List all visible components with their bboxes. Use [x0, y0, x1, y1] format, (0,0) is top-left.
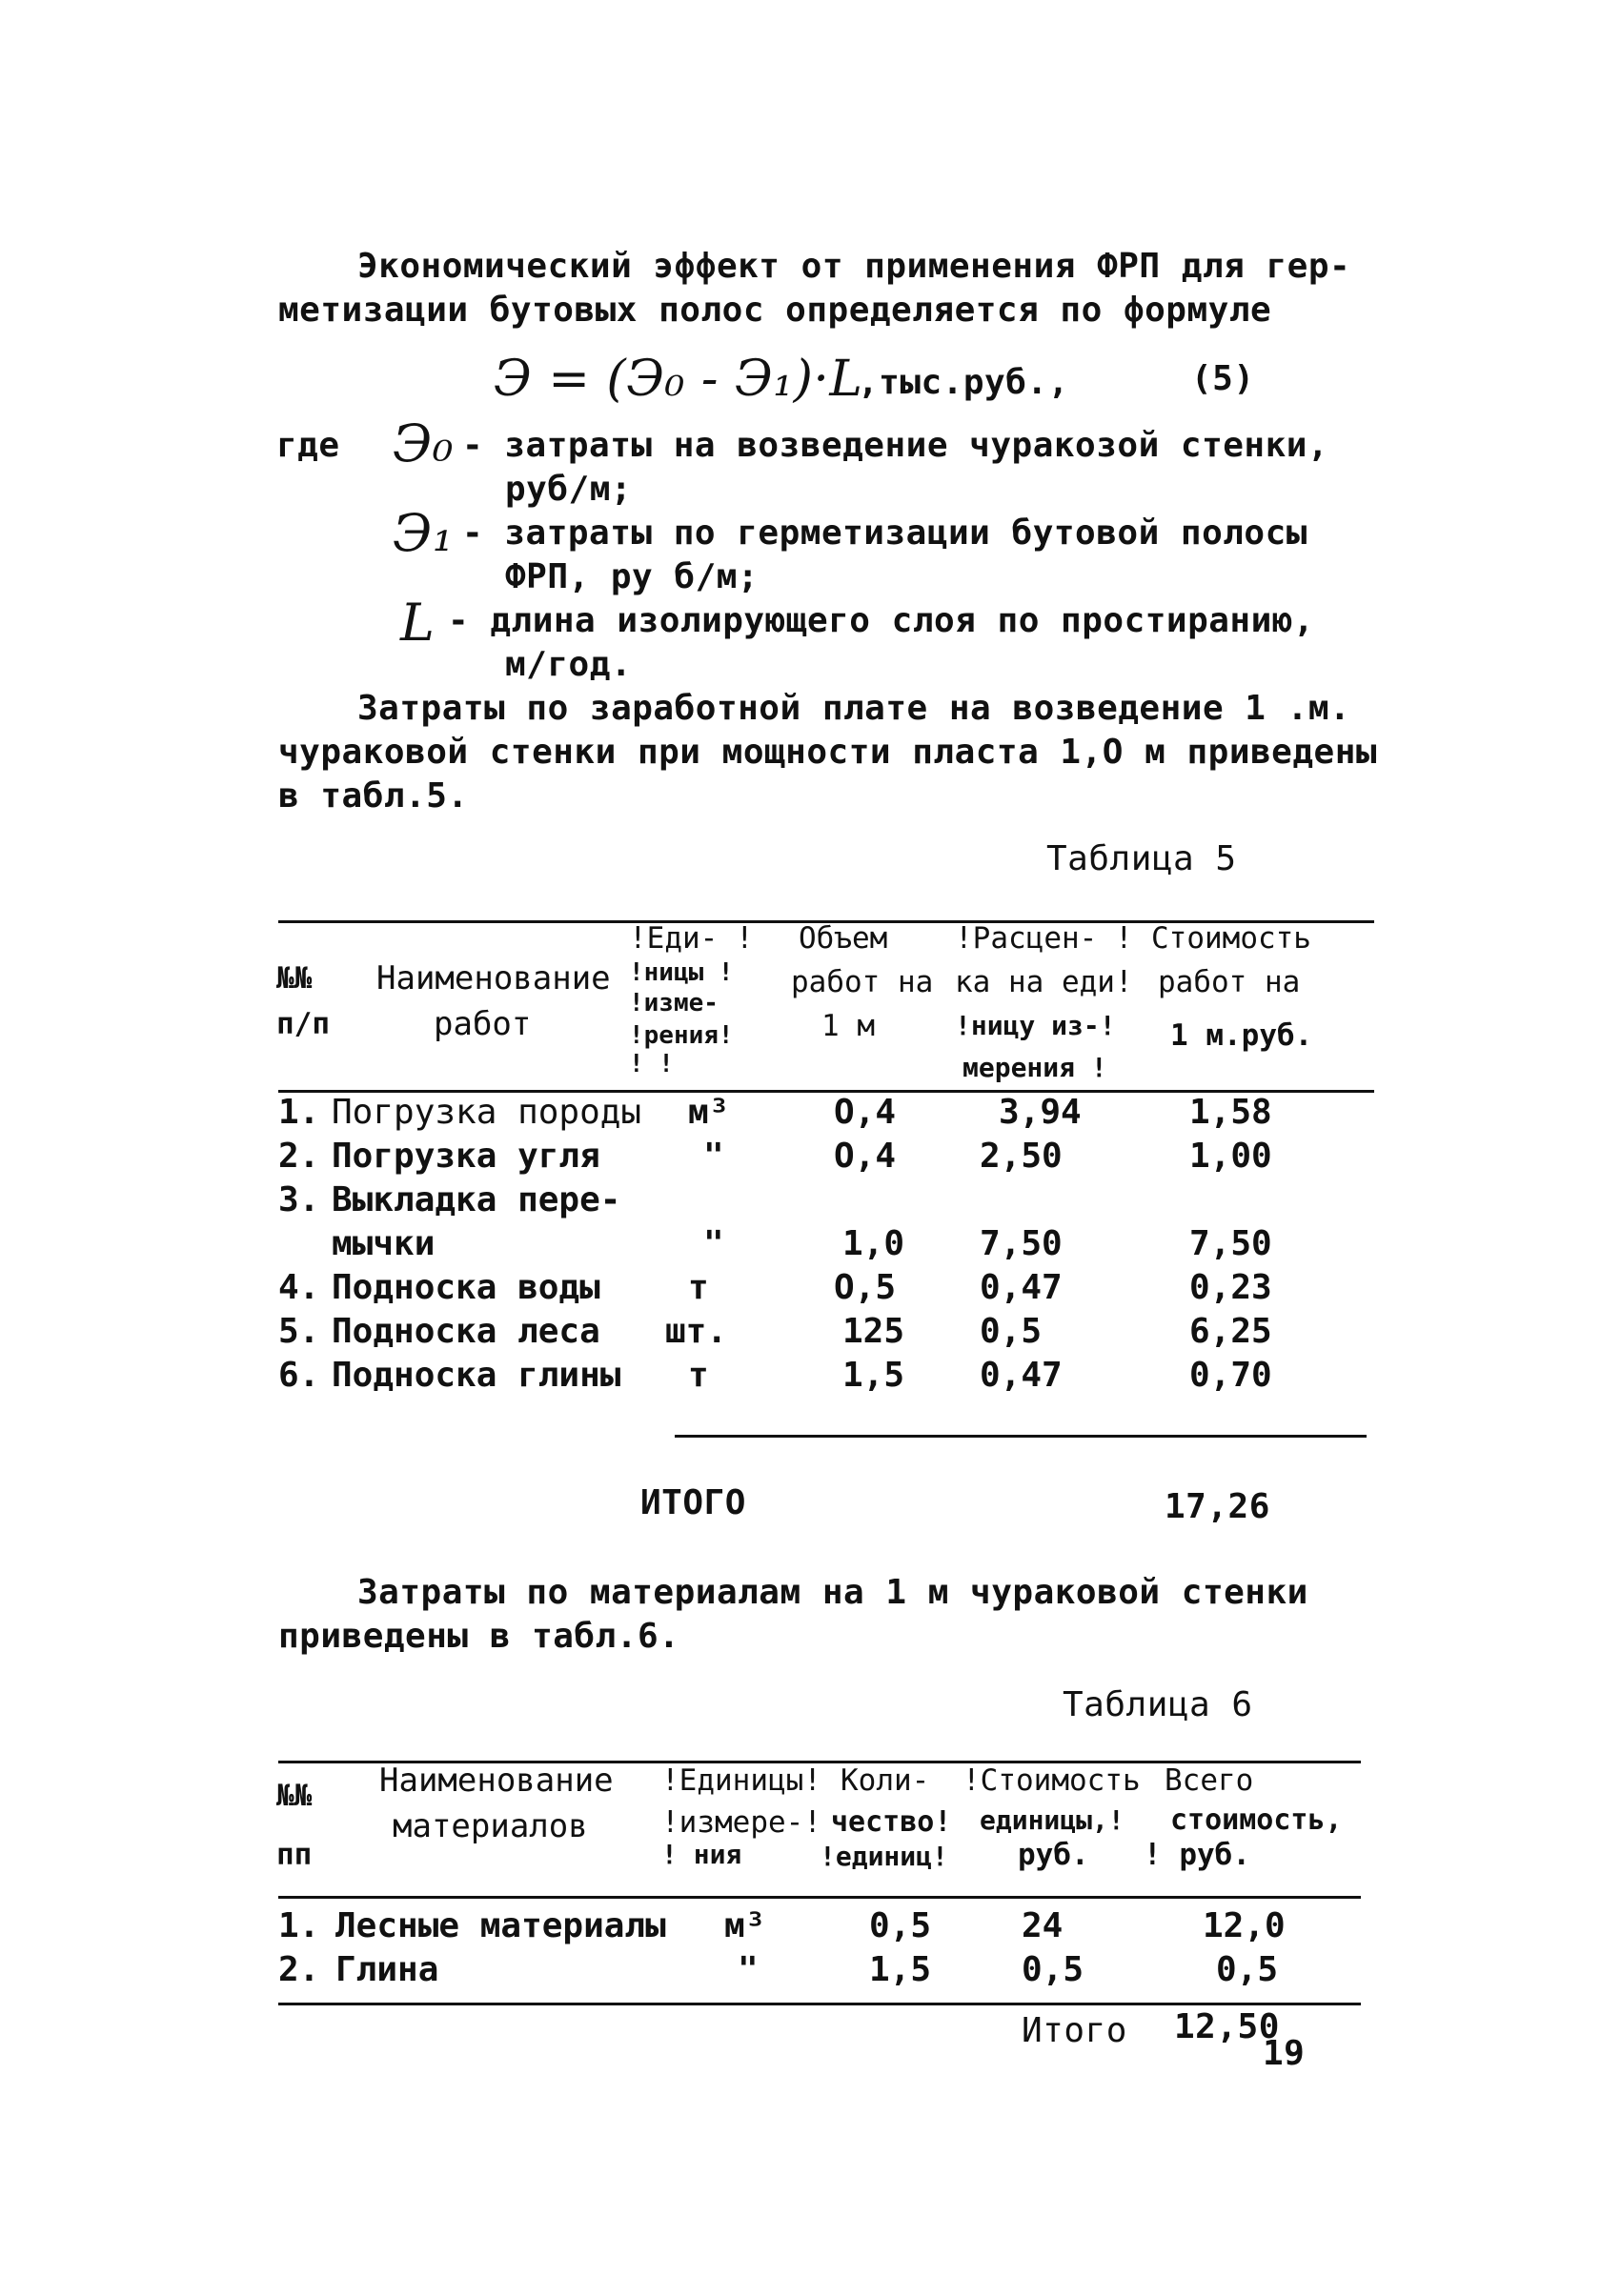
table5-cell-volume: 1,5: [842, 1356, 905, 1395]
formula-expression: Э = (Э₀ - Э₁)·L: [494, 351, 863, 408]
table5-cell-unit: т: [688, 1268, 709, 1307]
definition-text: - затраты на возведение чуракозой стенки,: [462, 426, 1329, 465]
table6-cell-total: 0,5: [1216, 1950, 1279, 1989]
table5-header-num: п/п: [276, 1007, 330, 1041]
table5-cell-name: Подноска глины: [332, 1356, 621, 1395]
table5-total-label: ИТОГО: [640, 1483, 746, 1522]
table5-cell-cost: 6,25: [1189, 1312, 1272, 1351]
table5-cell-name: Подноска леса: [332, 1312, 600, 1351]
table5-cell-cost: 0,23: [1189, 1268, 1272, 1307]
table6-header-num: пп: [276, 1838, 313, 1872]
formula-number: (5): [1191, 359, 1255, 398]
table5-cell-name: Выкладка пере-: [332, 1180, 621, 1219]
table6-cell-qty: 1,5: [869, 1950, 932, 1989]
table5-bottom-rule: [675, 1435, 1367, 1438]
table5-cell-unit: ": [703, 1137, 724, 1176]
table5-header-volume: Объем: [799, 921, 888, 956]
intro-line-2: метизации бутовых полос определяется по формуле: [278, 291, 1272, 330]
table5-header-unit: !рения!: [629, 1021, 734, 1050]
table5-cell-rate: 3,94: [999, 1093, 1082, 1132]
table6-caption: Таблица 6: [1063, 1685, 1253, 1724]
table5-header-unit: !изме-: [629, 989, 719, 1017]
definition-text: - затраты по герметизации бутовой полосы: [462, 514, 1307, 553]
table5-header-volume: 1 м: [821, 1009, 875, 1043]
table5-header-rate: !Расцен- !: [955, 921, 1133, 956]
table5-cell-volume: 1,0: [842, 1224, 905, 1263]
table6-cell-num: 2.: [278, 1950, 320, 1989]
definition-symbol: L: [400, 593, 436, 653]
table5-cell-rate: 0,5: [980, 1312, 1043, 1351]
table5-cell-cost: 0,70: [1189, 1356, 1272, 1395]
table5-cell-volume: 125: [842, 1312, 905, 1351]
table5-cell-num: 1.: [278, 1093, 320, 1132]
table6-header-total: ! руб.: [1144, 1838, 1250, 1872]
table5-header-unit: ! !: [629, 1050, 674, 1078]
table6-header-unit: !Единицы!: [661, 1763, 821, 1798]
where-label: где: [276, 426, 340, 465]
formula-unit: ,тыс.руб.,: [858, 363, 1069, 402]
table5-caption: Таблица 5: [1046, 839, 1237, 878]
table6-header-price: !Стоимость: [962, 1763, 1141, 1798]
table5-total-value: 17,26: [1165, 1487, 1270, 1526]
table5-cell-cost: 1,58: [1189, 1093, 1272, 1132]
table6-cell-price: 24: [1022, 1906, 1064, 1945]
table5-cell-num: 4.: [278, 1268, 320, 1307]
table5-header-unit: !Еди- !: [629, 921, 754, 956]
table5-cell-name: Погрузка угля: [332, 1137, 600, 1176]
table6-cell-unit: ": [738, 1950, 759, 1989]
table5-header-cost: работ на: [1158, 965, 1301, 999]
definition-text: ФРП, ру б/м;: [505, 557, 760, 596]
table6-cell-qty: 0,5: [869, 1906, 932, 1945]
intro-line-1: Экономический эффект от применения ФРП для гер-: [357, 247, 1351, 286]
table5-cell-unit: м³: [688, 1093, 730, 1132]
table5-cell-rate: 7,50: [980, 1224, 1063, 1263]
definition-text: м/год.: [505, 645, 633, 684]
table6-header-total: Всего: [1165, 1763, 1254, 1798]
para2-line-2: чураковой стенки при мощности пласта 1,О м приведены: [278, 733, 1378, 772]
table5-cell-num: 3.: [278, 1180, 320, 1219]
table6-cell-name: Лесные материалы: [335, 1906, 666, 1945]
table5-cell-unit: шт.: [665, 1312, 728, 1351]
table6-header-price: единицы,!: [980, 1804, 1125, 1836]
table5-header-unit: !ницы !: [629, 958, 734, 987]
table5-cell-volume: О,5: [834, 1268, 897, 1307]
table6-header-qty: Коли-: [841, 1763, 930, 1798]
table6-header-unit: !измере-!: [661, 1805, 821, 1840]
table5-header-cost: 1 м.руб.: [1170, 1018, 1313, 1053]
definition-text: - длина изолирующего слоя по простиранию,: [448, 601, 1315, 640]
definition-symbol: Э₀: [393, 413, 454, 473]
table5-header-cost: Стоимость: [1151, 921, 1311, 956]
table6-header-rule: [278, 1896, 1361, 1899]
table5-cell-cost: 1,00: [1189, 1137, 1272, 1176]
table6-total-label: Итого: [1022, 2011, 1127, 2050]
table5-header-name: работ: [434, 1005, 532, 1043]
table5-cell-volume: О,4: [834, 1137, 897, 1176]
para3-line-2: приведены в табл.6.: [278, 1617, 680, 1656]
table6-bottom-rule: [278, 2003, 1361, 2005]
table5-cell-name: мычки: [332, 1224, 436, 1263]
table6-header-num: №№: [276, 1779, 313, 1813]
table6-total-value: 12,50: [1174, 2007, 1280, 2046]
table5-header-rate: ка на еди!: [955, 965, 1133, 999]
table5-cell-volume: О,4: [834, 1093, 897, 1132]
table6-cell-unit: м³: [724, 1906, 766, 1945]
table5-header-name: Наименование: [376, 959, 611, 997]
definition-symbol: Э₁: [393, 503, 454, 563]
table5-cell-name: Погрузка породы: [332, 1093, 642, 1132]
table5-cell-num: 2.: [278, 1137, 320, 1176]
table5-cell-num: 5.: [278, 1312, 320, 1351]
table6-header-name: Наименование: [379, 1762, 614, 1800]
para3-line-1: Затраты по материалам на 1 м чураковой стенки: [357, 1573, 1308, 1612]
table5-cell-rate: 0,47: [980, 1356, 1063, 1395]
table5-cell-rate: 0,47: [980, 1268, 1063, 1307]
table5-cell-unit: т: [688, 1356, 709, 1395]
table5-cell-name: Подноска воды: [332, 1268, 600, 1307]
table6-cell-num: 1.: [278, 1906, 320, 1945]
table6-header-name: материалов: [393, 1807, 588, 1845]
table6-header-qty: чество!: [831, 1805, 952, 1839]
table5-cell-rate: 2,50: [980, 1137, 1063, 1176]
table6-header-qty: !единиц!: [820, 1841, 948, 1872]
table5-cell-num: 6.: [278, 1356, 320, 1395]
table6-cell-price: 0,5: [1022, 1950, 1084, 1989]
table5-header-rate: мерения !: [962, 1052, 1107, 1083]
table5-header-rate: !ницу из-!: [955, 1010, 1116, 1041]
page-number: 19: [1263, 2034, 1306, 2073]
table6-header-price: руб.: [1018, 1838, 1089, 1872]
table6-cell-name: Глина: [335, 1950, 439, 1989]
table5-cell-cost: 7,50: [1189, 1224, 1272, 1263]
para2-line-3: в табл.5.: [278, 776, 469, 816]
definition-text: руб/м;: [505, 470, 633, 509]
table5-header-volume: работ на: [791, 965, 934, 999]
table6-header-unit: ! ния: [661, 1839, 742, 1870]
para2-line-1: Затраты по заработной плате на возведение 1 .м.: [357, 689, 1351, 728]
table5-cell-unit: ": [703, 1224, 724, 1263]
table6-header-total: стоимость,: [1170, 1803, 1343, 1837]
table6-cell-total: 12,0: [1203, 1906, 1286, 1945]
table5-header-num: №№: [276, 961, 313, 996]
